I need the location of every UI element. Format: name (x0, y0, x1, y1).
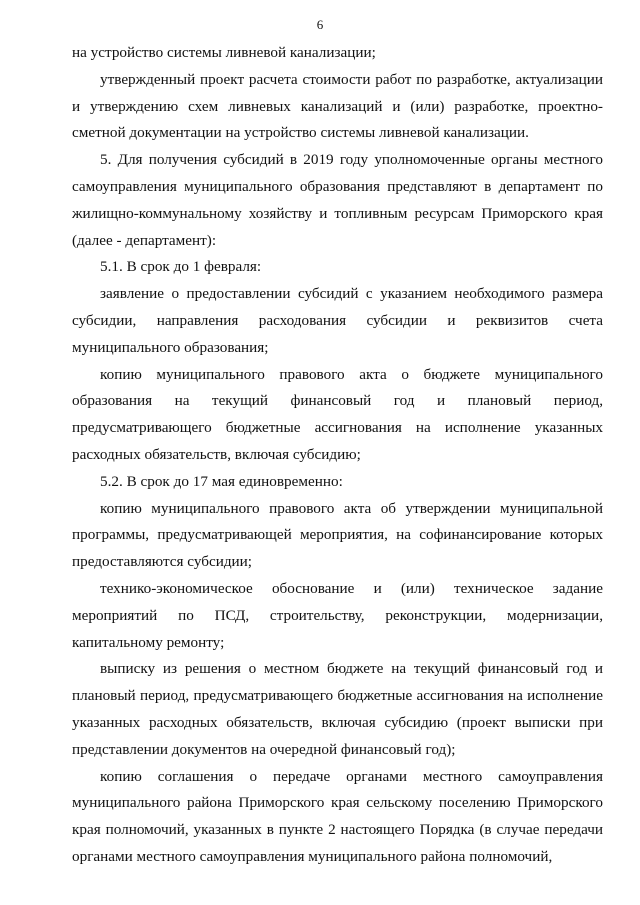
document-body (72, 40, 603, 871)
page-number: 6 (316, 17, 324, 32)
paragraph: 5.1. В срок до 1 февраля: (100, 258, 262, 276)
paragraph: утвержденный проект расчета стоимости работ по разработке, актуализации и утверждению схем ливневых канализаций и (или) разработке, проектно-сметной документации на устройство системы ливневой канализации. (72, 70, 603, 142)
paragraph: 5. Для получения субсидий в 2019 году уполномоченные органы местного самоуправления муниципального образования представляют в департамент по жилищно-коммунальному хозяйству и топливным ресурсам Приморского края (далее - департамент): (72, 151, 603, 249)
paragraph: выписку из решения о местном бюджете на текущий финансовый год и плановый период, предусматривающего бюджетные ассигнования на исполнение указанных расходных обязательств, включая субсидию (проект выписки при представлении документов на очередной финансовый год); (72, 660, 603, 758)
paragraph: технико-экономическое обоснование и (или) техническое задание мероприятий по ПСД, строительству, реконструкции, модернизации, капитальному ремонту; (72, 579, 603, 651)
paragraph: заявление о предоставлении субсидий с указанием необходимого размера субсидии, направления расходования субсидии и реквизитов счета муниципального образования; (72, 285, 603, 356)
paragraph: 5.2. В срок до 17 мая единовременно: (100, 472, 343, 490)
paragraph: копию муниципального правового акта о бюджете муниципального образования на текущий финансовый год и плановый период, предусматривающего бюджетные ассигнования на исполнение указанных расходных обязательств, включая субсидию; (72, 365, 603, 463)
paragraph: копию муниципального правового акта об утверждении муниципальной программы, предусматривающей мероприятия, на софинансирование которых предоставляются субсидии; (72, 499, 603, 571)
paragraph: на устройство системы ливневой канализации; (72, 44, 376, 61)
paragraph: копию соглашения о передаче органами местного самоуправления муниципального района Приморского края сельскому поселению Приморского края полномочий, указанных в пункте 2 настоящего Порядка (в случае передачи органами местного самоуправления муниципального района полномочий, (72, 767, 603, 865)
